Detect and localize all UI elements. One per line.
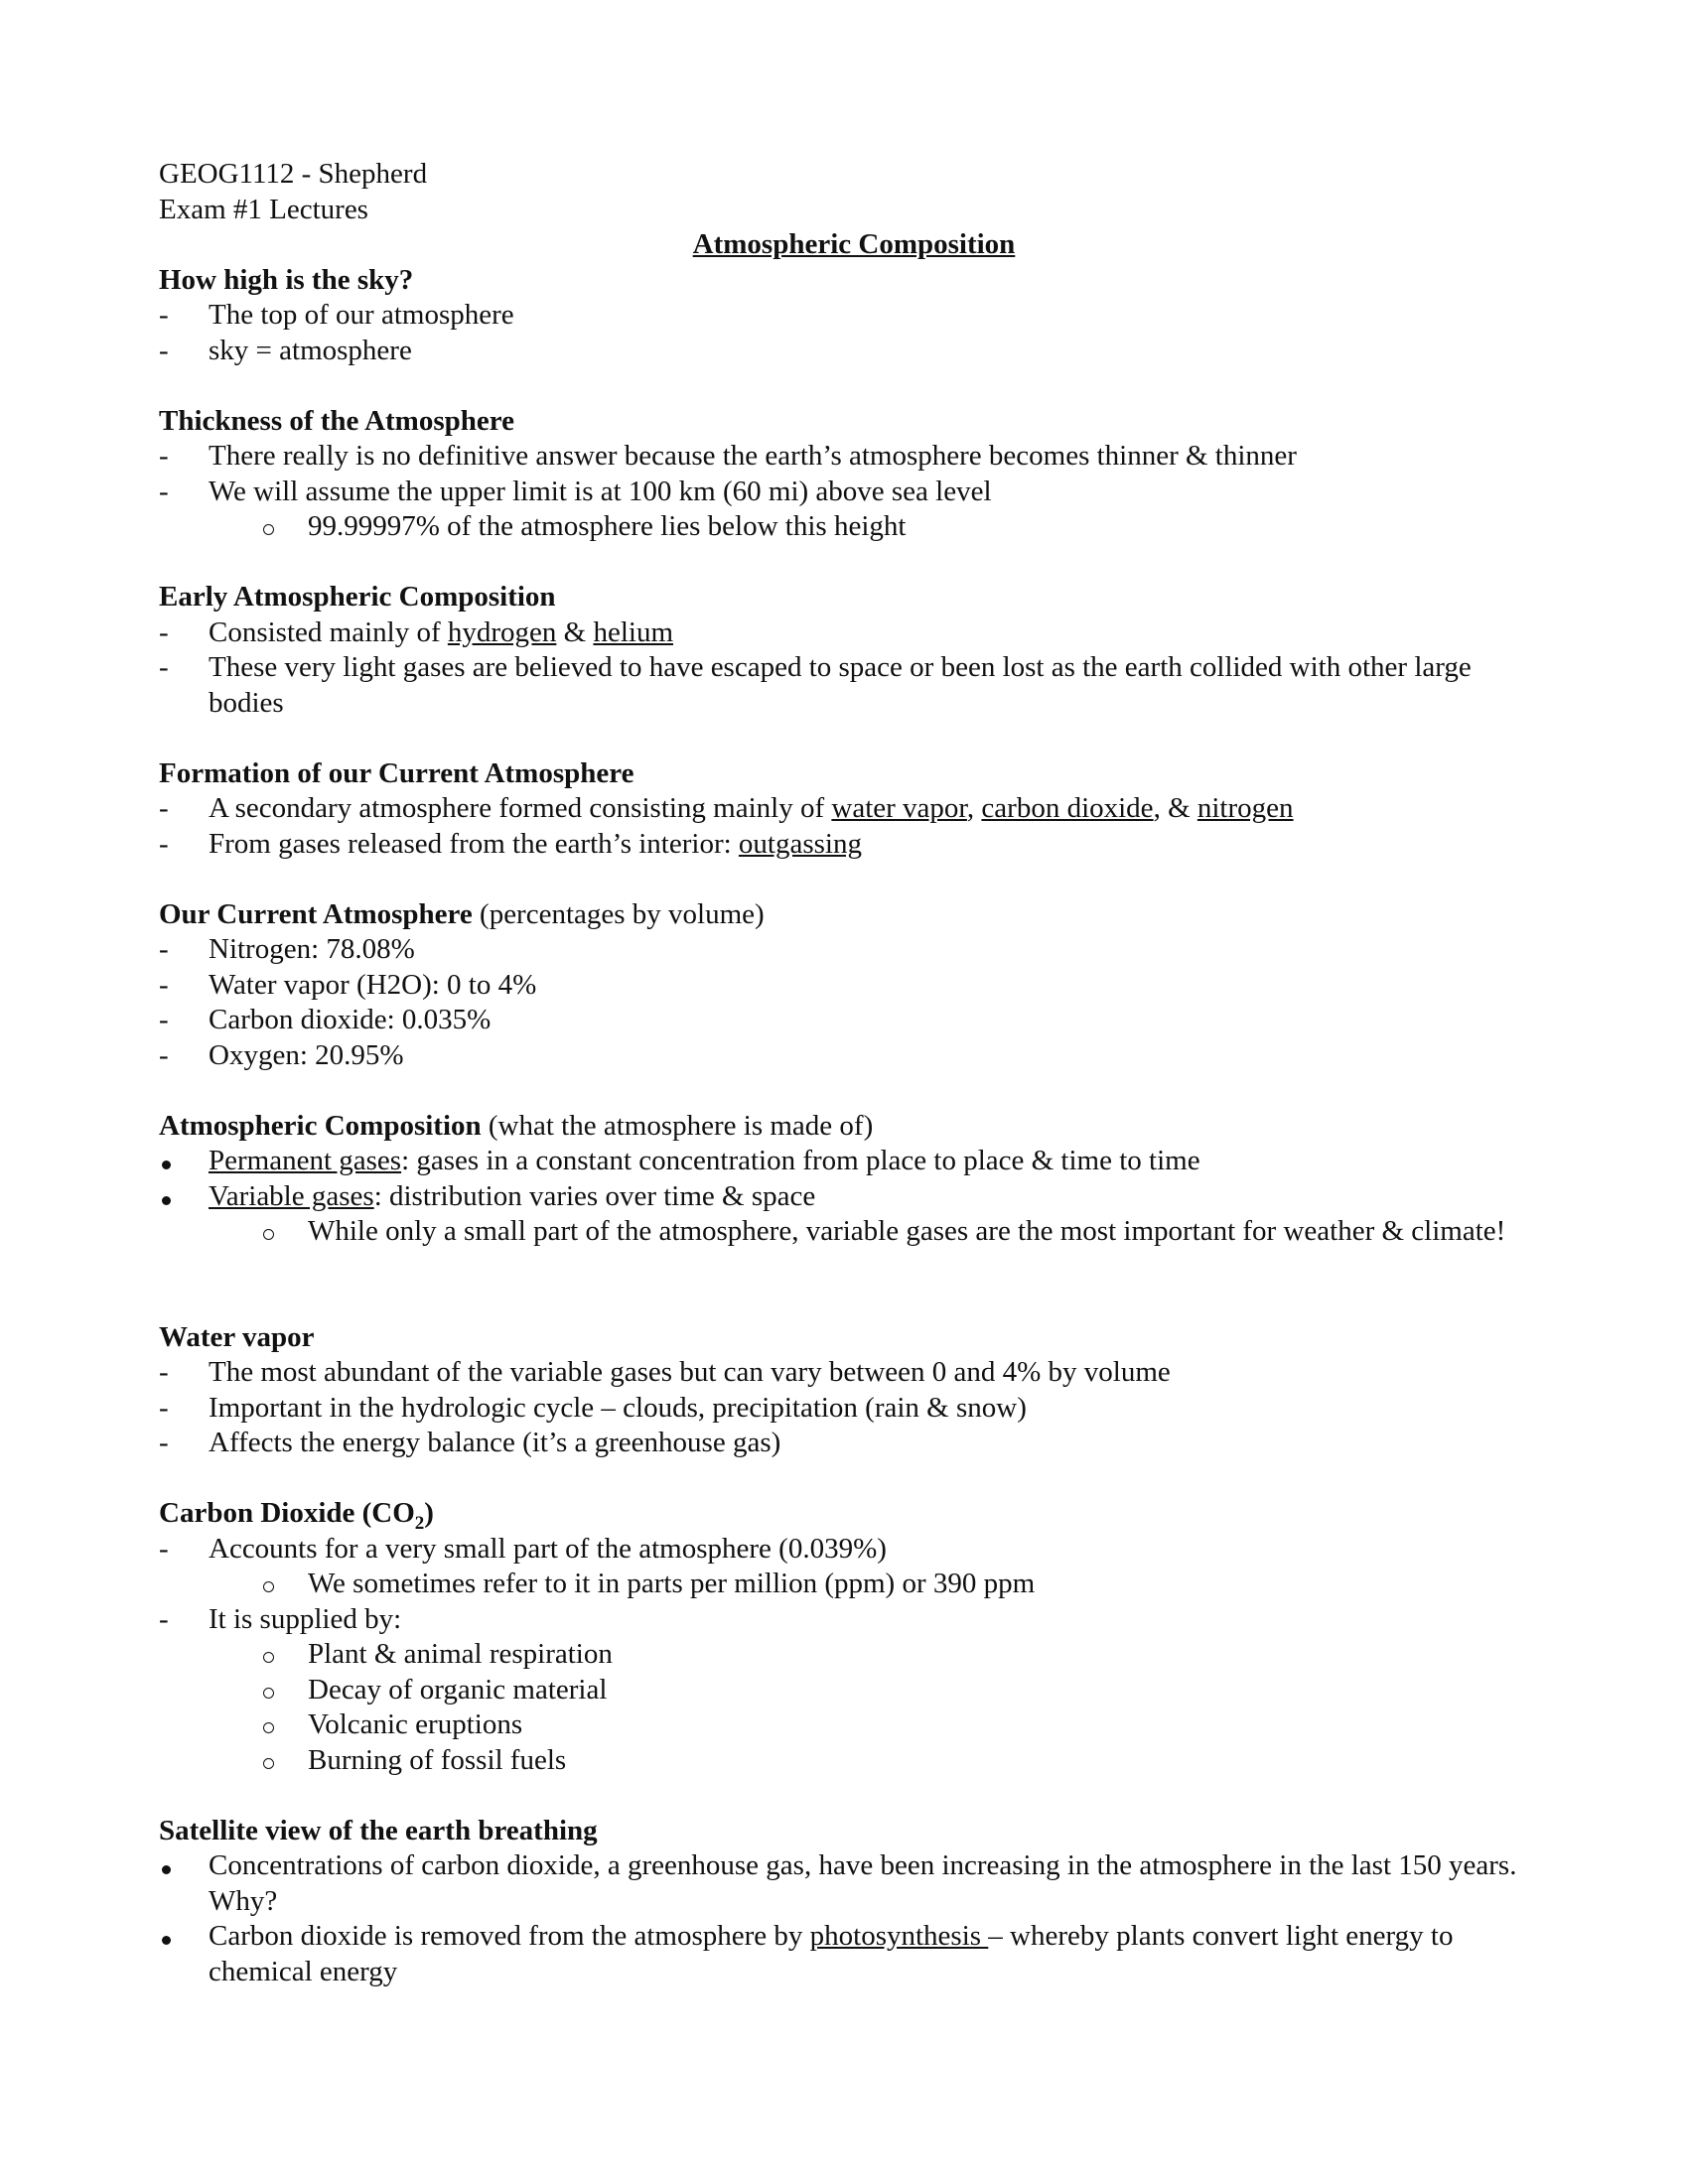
list-item: - The top of our atmosphere xyxy=(159,298,1549,334)
section-heading-satellite: Satellite view of the earth breathing xyxy=(159,1814,598,1846)
list-item: - The most abundant of the variable gases but can vary between 0 and 4% by volume xyxy=(159,1355,1549,1391)
dash-marker: - xyxy=(159,1427,169,1458)
list-item: - Consisted mainly of hydrogen & helium xyxy=(159,615,1549,651)
bullet-icon xyxy=(159,1144,189,1179)
sub-list-item: Volcanic eruptions xyxy=(159,1707,1549,1743)
section-heading-formation: Formation of our Current Atmosphere xyxy=(159,756,634,789)
section-heading-thickness: Thickness of the Atmosphere xyxy=(159,404,514,437)
list-item: - Oxygen: 20.95% xyxy=(159,1038,1549,1074)
list-item: - Carbon dioxide: 0.035% xyxy=(159,1003,1549,1038)
dash-marker: - xyxy=(159,933,169,965)
dash-marker: - xyxy=(159,1532,169,1565)
section-heading-sky: How high is the sky? xyxy=(159,263,414,296)
dash-marker: - xyxy=(159,475,169,507)
list-item: - There really is no definitive answer because the earth’s atmosphere becomes thinner & thinner xyxy=(159,439,1549,475)
list-item: - Important in the hydrologic cycle – clouds, precipitation (rain & snow) xyxy=(159,1391,1549,1427)
sub-list-item: Burning of fossil fuels xyxy=(159,1743,1549,1779)
dash-marker: - xyxy=(159,1038,169,1071)
list-item: - Accounts for a very small part of the atmosphere (0.039%) xyxy=(159,1532,1549,1568)
circle-bullet-icon xyxy=(258,509,288,545)
list-item: - It is supplied by: xyxy=(159,1602,1549,1638)
section-heading-co2: Carbon Dioxide $(CO_2)$ xyxy=(159,1497,434,1534)
dash-marker: - xyxy=(159,968,169,1001)
section-heading-composition: Atmospheric Composition (what the atmosphere is made of) xyxy=(159,1109,874,1142)
dash-marker: - xyxy=(159,651,169,683)
list-item: Permanent gases: gases in a constant concentration from place to place & time to time xyxy=(159,1144,1549,1179)
circle-bullet-icon xyxy=(258,1567,288,1602)
sub-list-item: While only a small part of the atmosphere, variable gases are the most important for weather & climate! xyxy=(159,1214,1549,1285)
circle-bullet-icon xyxy=(258,1707,288,1743)
section-heading-water: Water vapor xyxy=(159,1320,315,1353)
list-item: Concentrations of carbon dioxide, a greenhouse gas, have been increasing in the atmosphere in the last 150 years. Why? xyxy=(159,1848,1549,1919)
list-item: - Nitrogen: 78.08% xyxy=(159,932,1549,968)
list-item: - Water vapor (H2O): 0 to 4% xyxy=(159,968,1549,1004)
exam-line: Exam #1 Lectures xyxy=(159,193,368,225)
list-item: - Affects the energy balance (it’s a greenhouse gas) xyxy=(159,1426,1549,1461)
sub-list-item: 99.99997% of the atmosphere lies below this height xyxy=(159,509,1549,545)
list-item: Carbon dioxide is removed from the atmosphere by photosynthesis – whereby plants convert light energy to chemical energy xyxy=(159,1919,1549,1989)
bullet-icon xyxy=(159,1919,189,1955)
sub-list-item: We sometimes refer to it in parts per million (ppm) or 390 ppm xyxy=(159,1567,1549,1602)
dash-marker: - xyxy=(159,299,169,331)
list-item: - These very light gases are believed to have escaped to space or been lost as the earth collided with other large bodies xyxy=(159,651,1472,719)
dash-marker: - xyxy=(159,1004,169,1035)
circle-bullet-icon xyxy=(258,1637,288,1673)
dash-marker: - xyxy=(159,1602,169,1635)
dash-marker: - xyxy=(159,827,169,860)
dash-marker: - xyxy=(159,792,169,824)
list-item: - From gases released from the earth’s interior: outgassing xyxy=(159,827,1549,863)
sub-list-item: Plant & animal respiration xyxy=(159,1637,1549,1673)
dash-marker: - xyxy=(159,615,169,648)
circle-bullet-icon xyxy=(258,1214,288,1250)
bullet-icon xyxy=(159,1848,189,1884)
section-heading-early: Early Atmospheric Composition xyxy=(159,581,556,613)
dash-marker: - xyxy=(159,440,169,472)
list-item: - We will assume the upper limit is at 100 km (60 mi) above sea level xyxy=(159,475,1549,510)
list-item: Variable gases: distribution varies over time & space xyxy=(159,1179,1549,1215)
list-item: - A secondary atmosphere formed consisting mainly of water vapor, carbon dioxide, & nitrogen xyxy=(159,791,1549,827)
document-title: Atmospheric Composition xyxy=(692,228,1016,260)
list-item: - sky = atmosphere xyxy=(159,334,1549,369)
dash-marker: - xyxy=(159,334,169,366)
dash-marker: - xyxy=(159,1391,169,1424)
circle-bullet-icon xyxy=(258,1673,288,1708)
document-page xyxy=(159,157,1549,1989)
sub-list-item: Decay of organic material xyxy=(159,1673,1549,1708)
dash-marker: - xyxy=(159,1356,169,1388)
circle-bullet-icon xyxy=(258,1743,288,1779)
bullet-icon xyxy=(159,1179,189,1215)
section-heading-current: Our Current Atmosphere (percentages by volume) xyxy=(159,897,765,930)
course-line: GEOG1112 - Shepherd xyxy=(159,158,428,190)
